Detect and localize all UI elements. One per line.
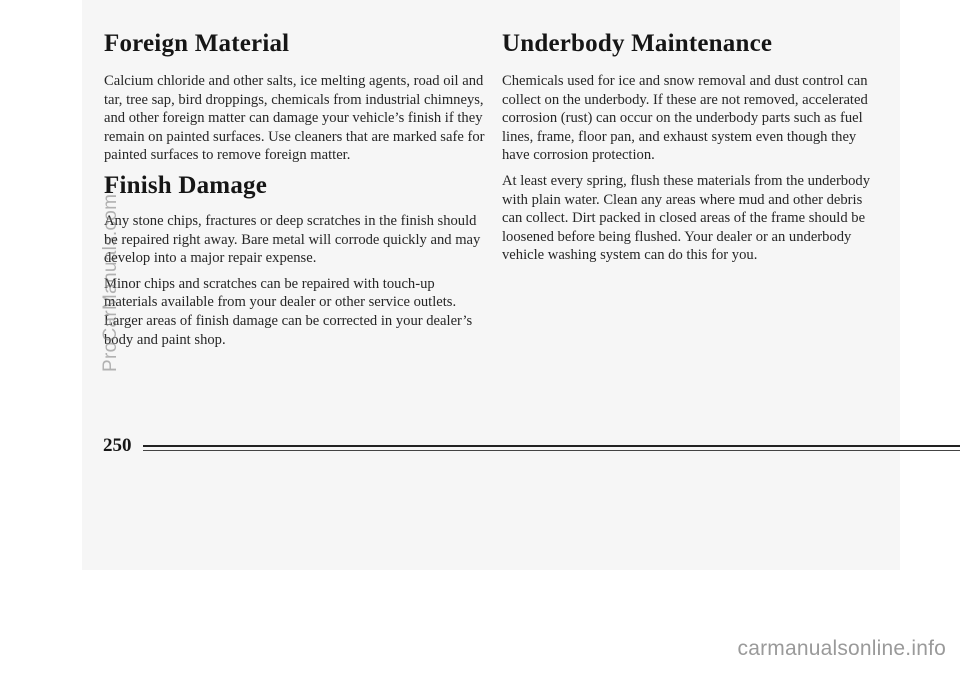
watermark-text: ProCarManuals.com <box>100 193 121 372</box>
paragraph-finish-damage-1: Any stone chips, fractures or deep scratches in the finish should be repaired right away. Bare metal will corrode quickly and may develop into a major repair expense. <box>104 212 481 267</box>
left-column <box>104 30 486 356</box>
heading-finish-damage: Finish Damage <box>104 171 268 199</box>
page-number: 250 <box>103 435 132 456</box>
paragraph-foreign-material: Calcium chloride and other salts, ice melting agents, road oil and tar, tree sap, bird droppings, chemicals from industrial chimneys, and other foreign matter can damage your vehicle’s finish if they remain on painted surfaces. Use cleaners that are marked safe for painted surfaces to remove foreign matter. <box>104 73 485 164</box>
heading-underbody-maintenance: Underbody Maintenance <box>502 30 773 57</box>
paragraph-finish-damage-2: Minor chips and scratches can be repaired with touch-up materials available from your dealer or other service outlets. Larger areas of finish damage can be corrected in your dealer’s body and paint shop. <box>104 275 473 348</box>
footer-rule-thin <box>143 450 960 451</box>
paragraph-underbody-2: At least every spring, flush these materials from the underbody with plain water. Clean any areas where mud and other debris can collect. Dirt packed in closed areas of the frame should be loosened before being flushed. Your dealer or an underbody vehicle washing system can do this for you. <box>502 172 870 264</box>
right-column <box>502 30 870 272</box>
footer-rule-thick <box>143 445 960 447</box>
page-footer <box>103 435 863 455</box>
site-footer-link[interactable]: carmanualsonline.info <box>737 637 946 660</box>
heading-foreign-material: Foreign Material <box>104 30 290 57</box>
paragraph-underbody-1: Chemicals used for ice and snow removal and dust control can collect on the underbody. If these are not removed, accelerated corrosion (rust) can occur on the underbody parts such as fuel lines, frame, floor pan, and exhaust system even though they have corrosion protection. <box>502 73 868 164</box>
